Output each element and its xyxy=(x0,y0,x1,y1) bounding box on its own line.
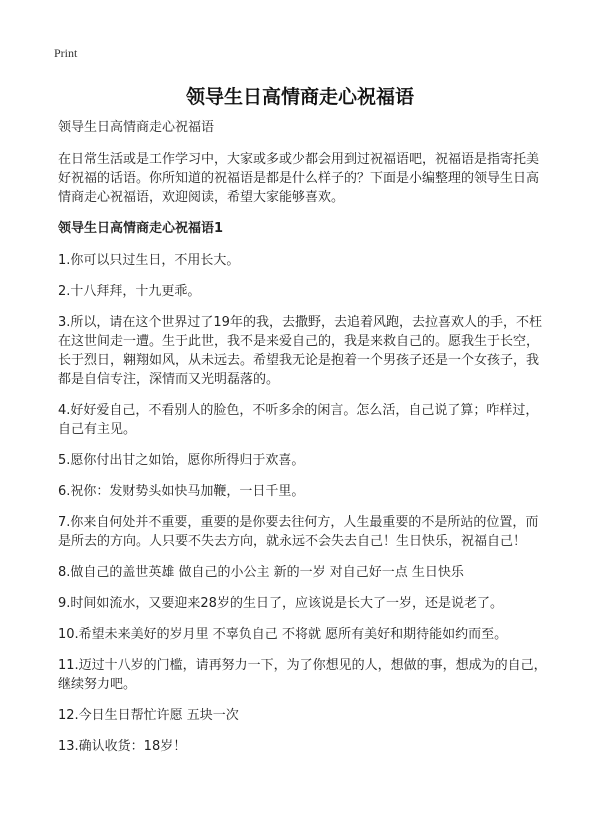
article-subtitle: 领导生日高情商走心祝福语 xyxy=(58,120,215,135)
article-body xyxy=(58,118,548,768)
list-item: 10.希望未来美好的岁月里 不辜负自己 不将就 愿所有美好和期待能如约而至。 xyxy=(58,627,508,642)
list-item: 2.十八拜拜，十九更乖。 xyxy=(58,284,201,299)
print-label: Print xyxy=(54,46,78,60)
section-heading: 领导生日高情商走心祝福语1 xyxy=(58,221,224,236)
list-item: 6.祝你：发财势头如快马加鞭，一日千里。 xyxy=(58,484,305,499)
list-item: 4.好好爱自己，不看别人的脸色，不听多余的闲言。怎么活，自己说了算；咋样过，自己有主见。 xyxy=(58,403,539,437)
list-item: 8.做自己的盖世英雄 做自己的小公主 新的一岁 对自己好一点 生日快乐 xyxy=(58,565,464,580)
list-item: 5.愿你付出甘之如饴，愿你所得归于欢喜。 xyxy=(58,453,305,468)
list-item: 1.你可以只过生日，不用长大。 xyxy=(58,253,240,268)
intro-paragraph: 在日常生活或是工作学习中，大家或多或少都会用到过祝福语吧，祝福语是指寄托美好祝福的话语。你所知道的祝福语是都是什么样子的？下面是小编整理的领导生日高情商走心祝福语，欢迎阅读，希望大家能够喜欢。 xyxy=(58,152,540,205)
list-item: 13.确认收货：18岁！ xyxy=(58,739,187,754)
list-item: 12.今日生日帮忙许愿 五块一次 xyxy=(58,708,239,723)
list-item: 11.迈过十八岁的门槛，请再努力一下，为了你想见的人，想做的事，想成为的自己，继续努力吧。 xyxy=(58,658,547,692)
list-item: 7.你来自何处并不重要，重要的是你要去往何方，人生最重要的不是所站的位置，而是所去的方向。人只要不失去方向，就永远不会失去自己！生日快乐，祝福自己！ xyxy=(58,515,539,549)
page-title: 领导生日高情商走心祝福语 xyxy=(185,86,414,108)
list-item: 3.所以，请在这个世界过了19年的我，去撒野，去追着风跑，去拉喜欢人的手，不枉在这世间走一遭。生于此世，我不是来爱自己的，我是来救自己的。愿我生于长空，长于烈日，翱翔如风，从未远去。希望我无论是抱着一个男孩子还是一个女孩子，我都是自信专注，深情而又光明磊落的。 xyxy=(58,315,542,387)
list-item: 9.时间如流水，又要迎来28岁的生日了，应该说是长大了一岁，还是说老了。 xyxy=(58,596,503,611)
